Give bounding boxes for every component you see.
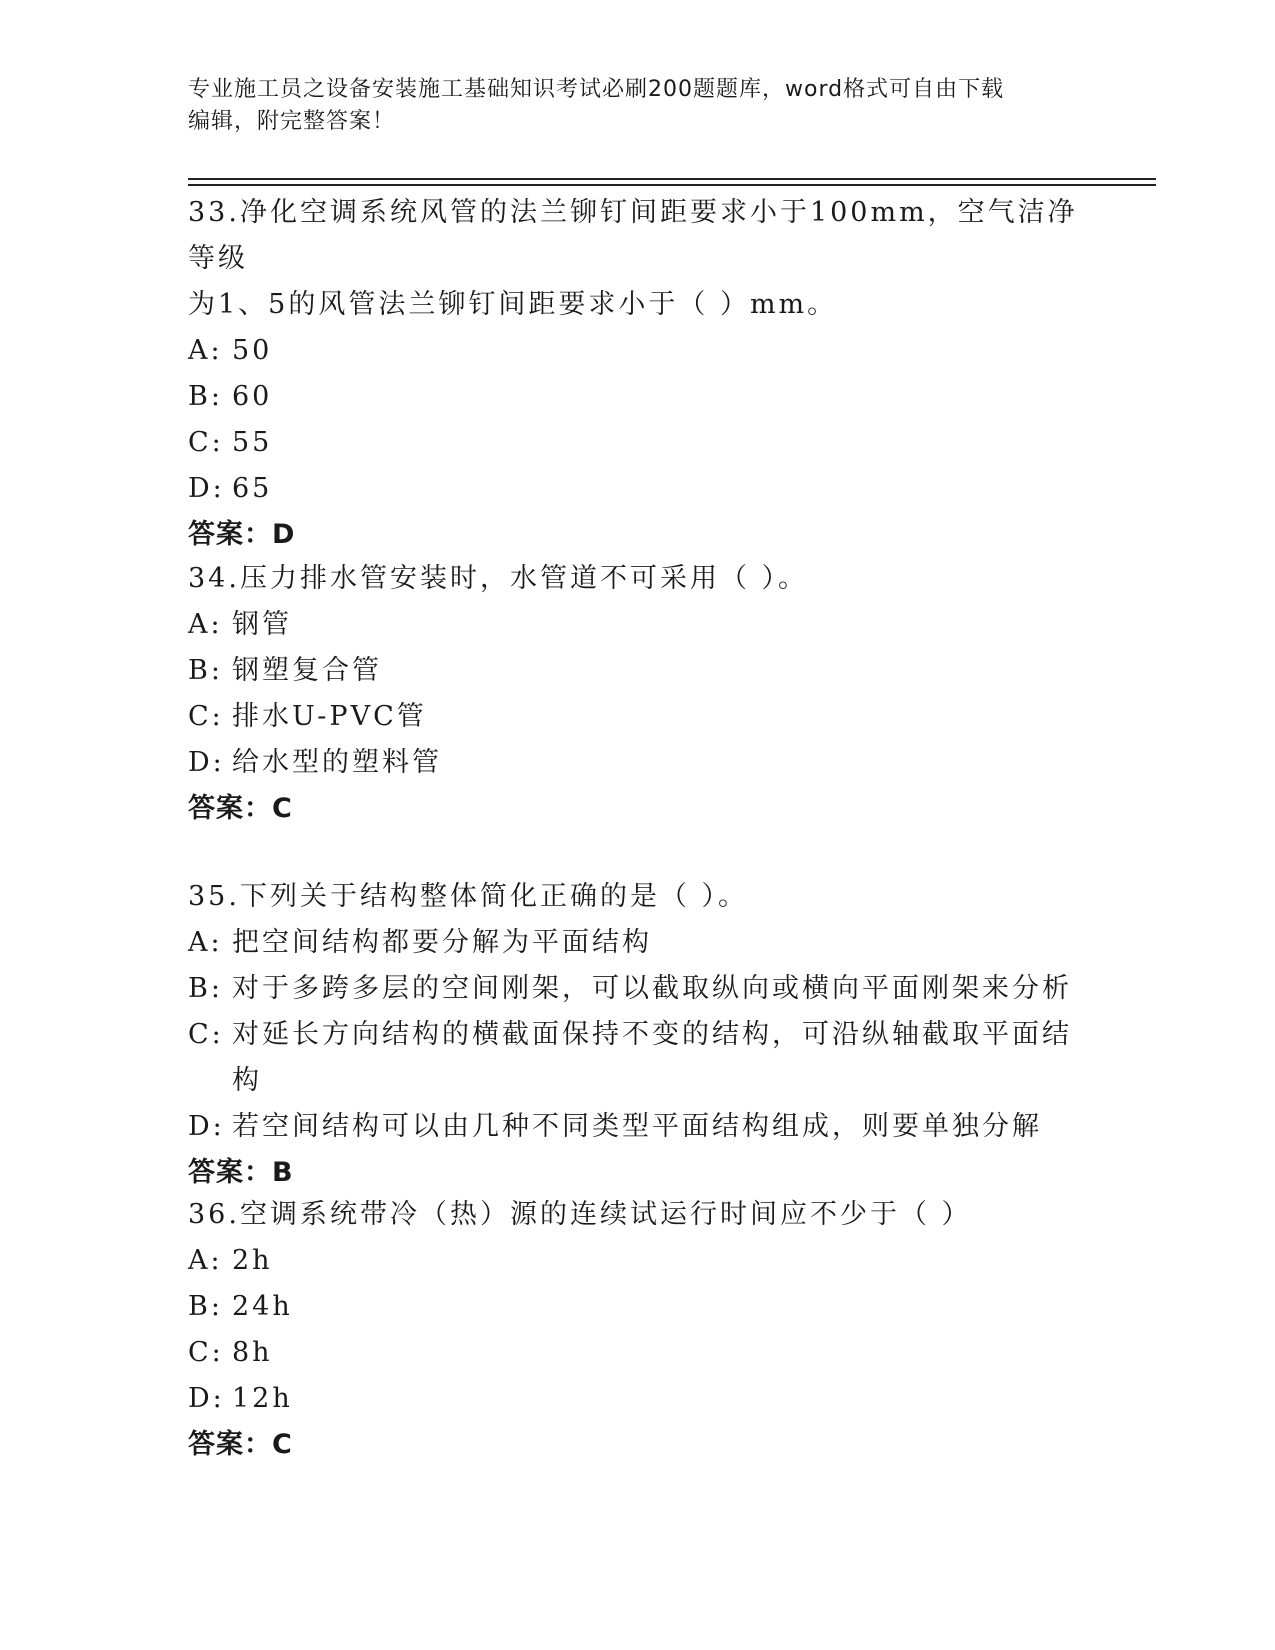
question-stem-line: 34.压力排水管安装时，水管道不可采用（ ）。 [188, 563, 809, 594]
question-stem [188, 1192, 1088, 1238]
answer-line: 答案：D [188, 519, 296, 550]
option-b [188, 966, 1088, 1012]
option-text: 钢塑复合管 [232, 655, 382, 686]
option-c [188, 694, 1088, 740]
option-c [188, 1012, 1088, 1104]
option-text: 给水型的塑料管 [232, 747, 442, 778]
option-text: 对延长方向结构的横截面保持不变的结构，可沿纵轴截取平面结构 [232, 1019, 1072, 1096]
option-c [188, 420, 1088, 466]
answer-line: 答案：C [188, 793, 293, 824]
option-key: B: [188, 655, 223, 686]
option-key: A: [188, 1245, 223, 1276]
header-divider-top [188, 178, 1156, 180]
header-line-2: 编辑，附完整答案！ [188, 109, 396, 134]
question-34 [188, 556, 1088, 832]
option-text: 8h [232, 1337, 273, 1368]
question-stem [188, 874, 1088, 920]
option-text: 12h [232, 1383, 293, 1414]
option-key: D: [188, 473, 225, 504]
option-key: B: [188, 973, 223, 1004]
question-stem [188, 190, 1088, 328]
header-line-1: 专业施工员之设备安装施工基础知识考试必刷200题题库，word格式可自由下载 [188, 77, 1005, 102]
option-b [188, 374, 1088, 420]
answer-line: 答案：C [188, 1429, 293, 1460]
question-33 [188, 190, 1088, 558]
option-text: 24h [232, 1291, 293, 1322]
option-text: 55 [232, 427, 273, 458]
option-text: 65 [232, 473, 273, 504]
answer-line: 答案：B [188, 1157, 294, 1188]
question-stem-line: 35.下列关于结构整体简化正确的是（ ）。 [188, 881, 749, 912]
option-key: D: [188, 747, 225, 778]
option-text: 把空间结构都要分解为平面结构 [232, 927, 652, 958]
option-key: A: [188, 609, 223, 640]
document-header [188, 74, 1068, 138]
question-stem [188, 556, 1088, 602]
option-text: 60 [232, 381, 273, 412]
option-b [188, 1284, 1088, 1330]
option-text: 钢管 [232, 609, 292, 640]
option-text: 若空间结构可以由几种不同类型平面结构组成，则要单独分解 [232, 1111, 1042, 1142]
option-c [188, 1330, 1088, 1376]
option-text: 排水U-PVC管 [232, 701, 427, 732]
option-a [188, 920, 1088, 966]
option-a [188, 602, 1088, 648]
option-key: C: [188, 1337, 224, 1368]
option-d [188, 1376, 1088, 1422]
question-stem-line: 33.净化空调系统风管的法兰铆钉间距要求小于100mm，空气洁净等级 [188, 197, 1078, 274]
option-key: B: [188, 1291, 223, 1322]
option-key: A: [188, 927, 223, 958]
option-d [188, 740, 1088, 786]
option-text: 2h [232, 1245, 273, 1276]
option-text: 50 [232, 335, 273, 366]
option-key: C: [188, 427, 224, 458]
option-a [188, 1238, 1088, 1284]
option-a [188, 328, 1088, 374]
option-b [188, 648, 1088, 694]
question-36 [188, 1192, 1088, 1468]
question-stem-line: 为1、5的风管法兰铆钉间距要求小于（ ）mm。 [188, 289, 838, 320]
question-stem-line: 36.空调系统带冷（热）源的连续试运行时间应不少于（ ） [188, 1199, 972, 1230]
option-key: A: [188, 335, 223, 366]
option-d [188, 466, 1088, 512]
option-key: D: [188, 1383, 225, 1414]
option-d [188, 1104, 1088, 1150]
header-divider-bottom [188, 184, 1156, 186]
option-key: D: [188, 1111, 225, 1142]
option-text: 对于多跨多层的空间刚架，可以截取纵向或横向平面刚架来分析 [232, 973, 1072, 1004]
question-35 [188, 874, 1088, 1196]
option-key: C: [188, 701, 224, 732]
option-key: B: [188, 381, 223, 412]
option-key: C: [188, 1019, 224, 1050]
